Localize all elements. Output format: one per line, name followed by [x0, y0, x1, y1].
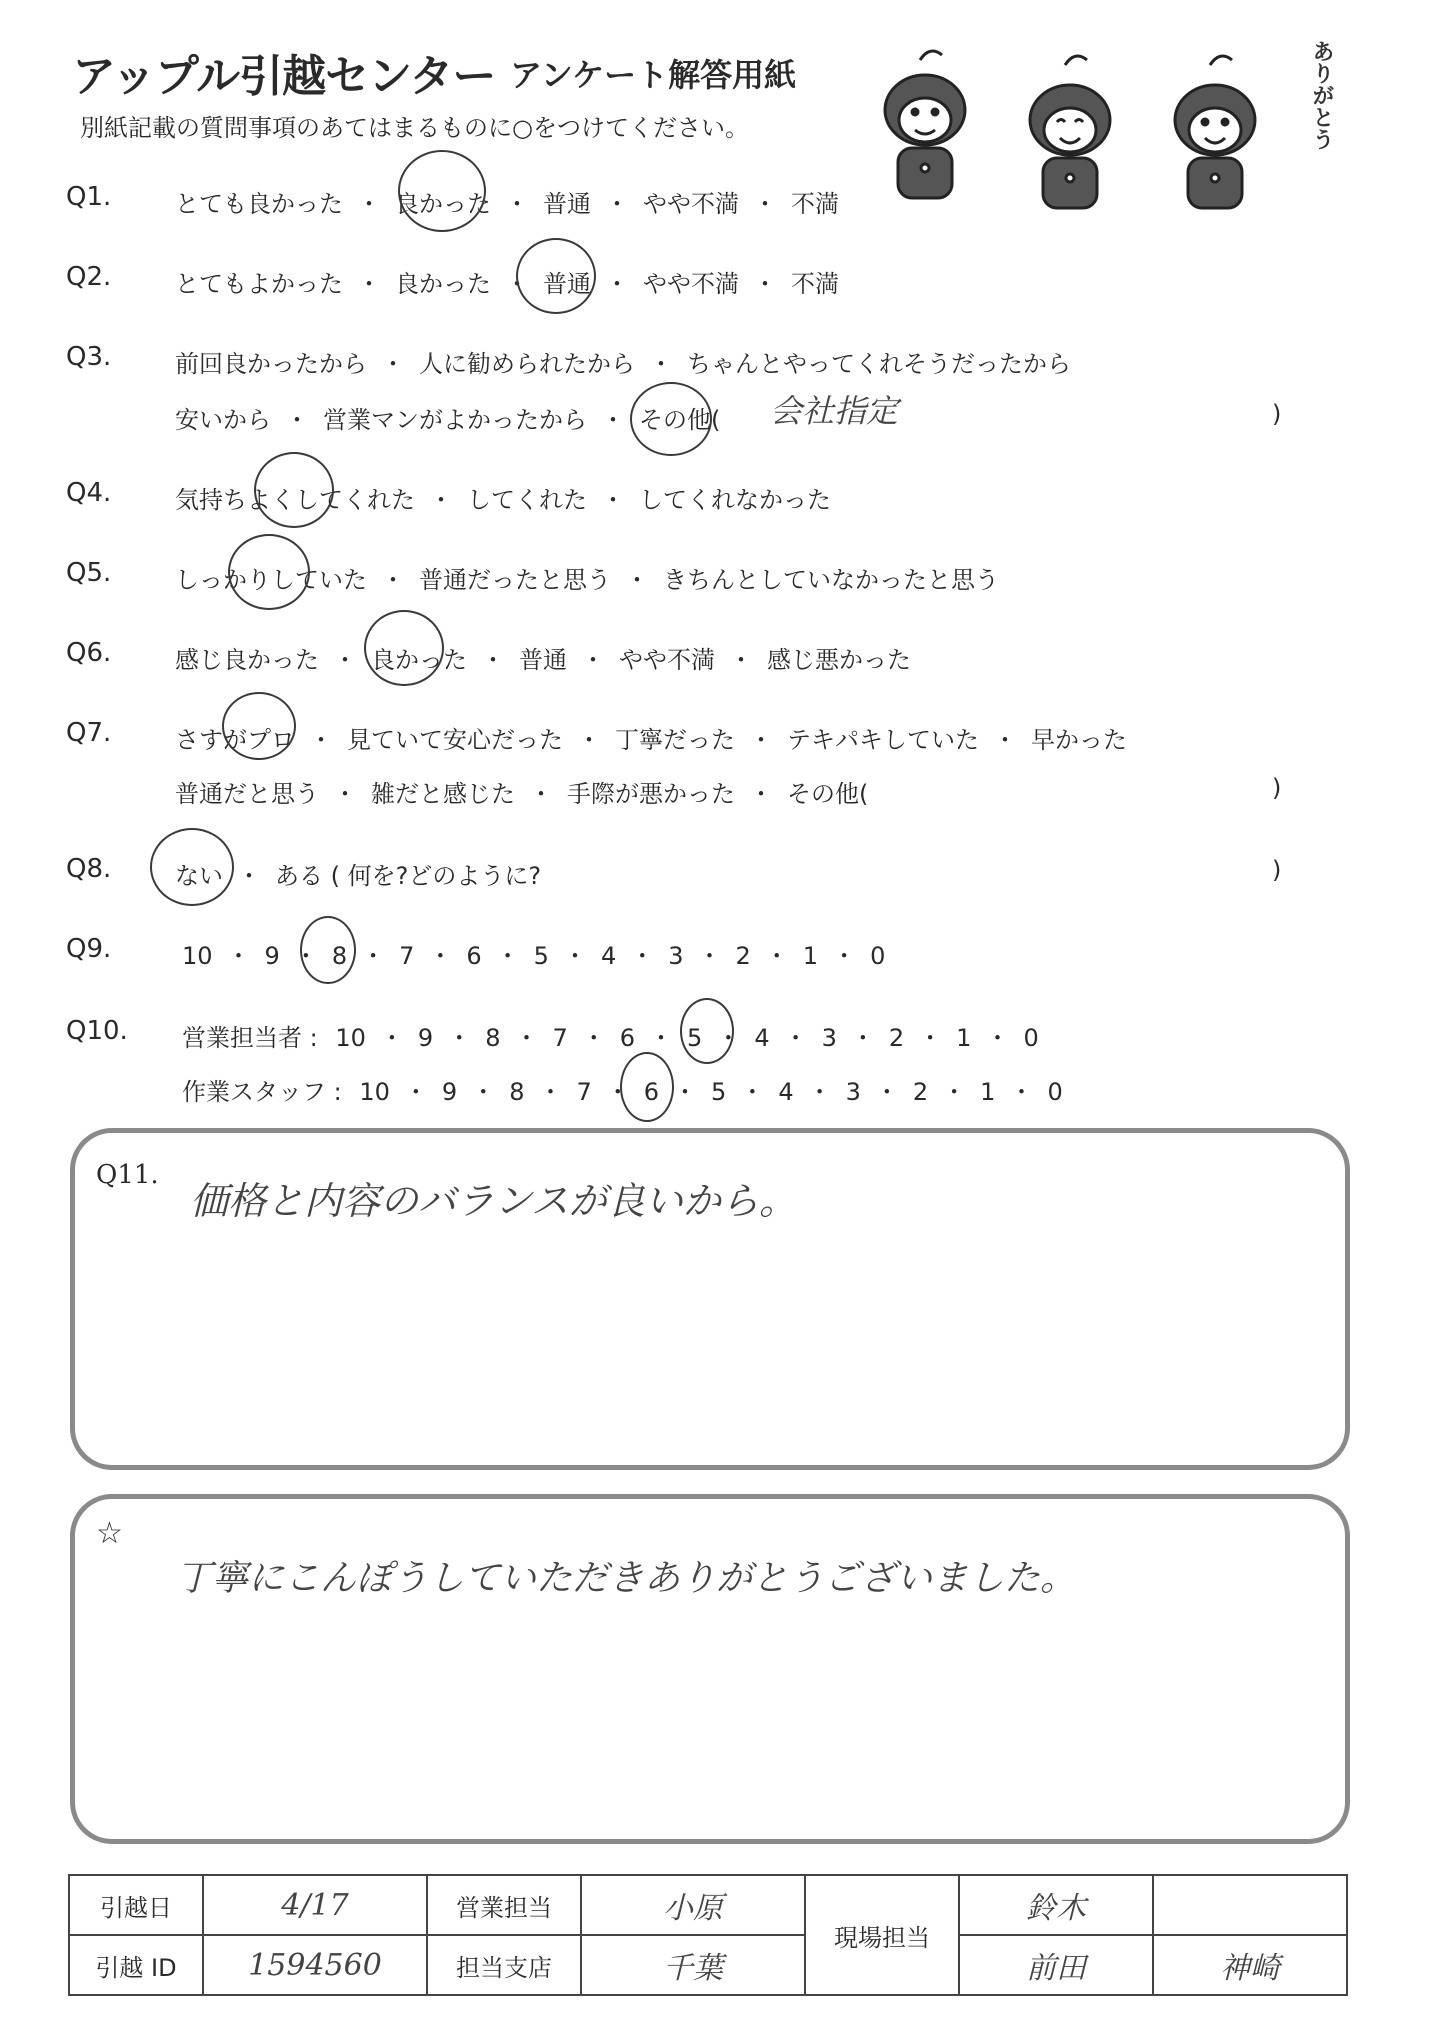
q1-option[interactable]: とても良かった — [175, 190, 343, 218]
q8-option[interactable]: ある ( 何を?どのように? — [275, 862, 542, 890]
q9-score[interactable]: 3 — [668, 942, 684, 970]
q3-option[interactable]: 前回良かったから — [175, 350, 367, 378]
q7-option[interactable]: テキパキしていた — [787, 726, 979, 754]
q10-staff-score[interactable]: 2 — [912, 1078, 929, 1106]
q8-options: ない ・ ある ( 何を?どのように? — [175, 862, 542, 890]
q1-option[interactable]: 良かった — [395, 190, 491, 218]
q10-number: Q10. — [66, 1016, 128, 1046]
move-info-table — [68, 1874, 1348, 1996]
q3-option[interactable]: その他( — [639, 406, 721, 434]
q10-sales-score[interactable]: 6 — [619, 1024, 636, 1052]
q10-sales-label: 営業担当者 : — [182, 1024, 318, 1052]
mascot-thank-you-text: ありがとう — [1309, 40, 1334, 150]
q9-score[interactable]: 2 — [735, 942, 751, 970]
q11-answer: 価格と内容のバランスが良いから。 — [190, 1179, 797, 1223]
q10-sales-score[interactable]: 2 — [888, 1024, 905, 1052]
q2-option[interactable]: やや不満 — [643, 270, 739, 298]
q7-option[interactable]: その他( — [787, 780, 869, 808]
q1-option[interactable]: 普通 — [543, 190, 591, 218]
q3-options-line2: 安いから ・ 営業マンがよかったから ・ その他( — [175, 406, 721, 434]
q4-options: 気持ちよくしてくれた ・ してくれた ・ してくれなかった — [175, 486, 831, 514]
q10-sales-score[interactable]: 4 — [754, 1024, 770, 1052]
q10-staff-score[interactable]: 0 — [1047, 1078, 1063, 1106]
q10-staff-selection-circle — [620, 1052, 674, 1122]
q9-score[interactable]: 0 — [870, 942, 886, 970]
q4-option[interactable]: してくれなかった — [639, 486, 831, 514]
q9-score[interactable]: 5 — [533, 942, 549, 970]
move-id-value: 1594560 — [203, 1935, 427, 1995]
q6-selection-circle — [364, 610, 444, 686]
q10-staff-score[interactable]: 8 — [509, 1078, 525, 1106]
q11-label: Q11. — [96, 1160, 159, 1190]
q10-staff-score[interactable]: 6 — [643, 1078, 660, 1106]
branch-label: 担当支店 — [427, 1935, 581, 1995]
q7-close-paren: ) — [1272, 774, 1282, 802]
q3-number: Q3. — [66, 342, 112, 372]
move-date-value: 4/17 — [203, 1875, 427, 1935]
q4-selection-circle — [254, 452, 334, 528]
q7-option[interactable]: 見ていて安心だった — [347, 726, 563, 754]
q6-option[interactable]: 感じ悪かった — [767, 646, 911, 674]
q5-option[interactable]: きちんとしていなかったと思う — [663, 566, 999, 594]
q8-close-paren: ) — [1272, 856, 1282, 884]
q7-selection-circle — [222, 692, 296, 760]
q1-option[interactable]: 不満 — [791, 190, 839, 218]
q1-options: とても良かった ・ 良かった ・ 普通 ・ やや不満 ・ 不満 — [175, 190, 839, 218]
q6-option[interactable]: やや不満 — [619, 646, 715, 674]
q8-selection-circle — [150, 828, 234, 906]
q10-staff-score[interactable]: 9 — [441, 1078, 458, 1106]
q1-option[interactable]: やや不満 — [643, 190, 739, 218]
q10-sales-score[interactable]: 9 — [417, 1024, 434, 1052]
q3-selection-circle — [630, 382, 712, 456]
q2-option[interactable]: 良かった — [395, 270, 491, 298]
q10-sales-score[interactable]: 1 — [956, 1024, 972, 1052]
q7-options-line1: さすがプロ ・ 見ていて安心だった ・ 丁寧だった ・ テキパキしていた ・ 早かった — [175, 726, 1127, 754]
q9-score[interactable]: 1 — [802, 942, 819, 970]
q10-staff-score[interactable]: 7 — [576, 1078, 592, 1106]
move-id-label: 引越 ID — [69, 1935, 203, 1995]
q3-close-paren: ) — [1272, 400, 1282, 428]
mascot-illustration — [880, 40, 1340, 220]
q7-option[interactable]: さすがプロ — [175, 726, 295, 754]
q7-option[interactable]: 早かった — [1031, 726, 1127, 754]
q2-option[interactable]: 不満 — [791, 270, 839, 298]
free-comment-answer: 丁寧にこんぽうしていただきありがとうございました。 — [176, 1558, 1077, 1599]
q10-staff-score[interactable]: 1 — [980, 1078, 996, 1106]
q3-option[interactable]: ちゃんとやってくれそうだったから — [687, 350, 1071, 378]
move-date-label: 引越日 — [69, 1875, 203, 1935]
q8-number: Q8. — [66, 854, 112, 884]
site-staff-2 — [1153, 1875, 1347, 1935]
q7-option[interactable]: 普通だと思う — [175, 780, 319, 808]
q6-number: Q6. — [66, 638, 112, 668]
q6-option[interactable]: 良かった — [371, 646, 467, 674]
q3-option[interactable]: 安いから — [175, 406, 271, 434]
q3-option[interactable]: 人に勧められたから — [419, 350, 635, 378]
q10-sales-score[interactable]: 7 — [552, 1024, 568, 1052]
q9-score[interactable]: 7 — [399, 942, 415, 970]
q2-number: Q2. — [66, 262, 112, 292]
q6-option[interactable]: 普通 — [519, 646, 567, 674]
site-staff-1: 鈴木 — [959, 1875, 1153, 1935]
q5-options: しっかりしていた ・ 普通だったと思う ・ きちんとしていなかったと思う — [175, 566, 999, 594]
q6-option[interactable]: 感じ良かった — [175, 646, 319, 674]
q1-selection-circle — [398, 150, 486, 232]
q5-selection-circle — [228, 534, 310, 610]
q2-selection-circle — [516, 238, 596, 314]
q10-staff-row: 作業スタッフ : 10 ・ 9 ・ 8 ・ 7 ・ 6 ・ 5 ・ 4 ・ 3 ・ 2 ・ 1 ・ 0 — [182, 1078, 1063, 1106]
q10-sales-score[interactable]: 10 — [335, 1024, 366, 1052]
q2-options: とてもよかった ・ 良かった ・ 普通 ・ やや不満 ・ 不満 — [175, 270, 839, 298]
q8-option[interactable]: ない — [175, 862, 223, 890]
q10-sales-score[interactable]: 5 — [687, 1024, 703, 1052]
q4-option[interactable]: 気持ちよくしてくれた — [175, 486, 415, 514]
q9-score[interactable]: 10 — [182, 942, 213, 970]
q4-number: Q4. — [66, 478, 112, 508]
q2-option[interactable]: 普通 — [543, 270, 591, 298]
q7-option[interactable]: 手際が悪かった — [567, 780, 735, 808]
q10-sales-score[interactable]: 0 — [1023, 1024, 1039, 1052]
q4-option[interactable]: してくれた — [467, 486, 587, 514]
q2-option[interactable]: とてもよかった — [175, 270, 343, 298]
q7-option[interactable]: 雑だと感じた — [371, 780, 515, 808]
q5-number: Q5. — [66, 558, 112, 588]
q10-staff-label: 作業スタッフ : — [182, 1078, 342, 1106]
q10-sales-score[interactable]: 3 — [821, 1024, 837, 1052]
q10-staff-score[interactable]: 10 — [359, 1078, 390, 1106]
q7-option[interactable]: 丁寧だった — [615, 726, 735, 754]
free-comment-box[interactable] — [70, 1494, 1350, 1844]
form-subtitle: アンケート解答用紙 — [510, 56, 797, 94]
q7-number: Q7. — [66, 718, 112, 748]
q3-option[interactable]: 営業マンがよかったから — [323, 406, 587, 434]
q10-sales-score[interactable]: 8 — [485, 1024, 501, 1052]
q9-selection-circle — [300, 916, 356, 984]
site-label: 現場担当 — [805, 1875, 959, 1995]
q9-score[interactable]: 4 — [600, 942, 617, 970]
sales-value: 小原 — [581, 1875, 805, 1935]
form-title: アップル引越センター — [72, 51, 496, 102]
q10-sales-row: 営業担当者 : 10 ・ 9 ・ 8 ・ 7 ・ 6 ・ 5 ・ 4 ・ 3 ・ 2 ・ 1 ・ 0 — [182, 1024, 1039, 1052]
q9-score[interactable]: 6 — [466, 942, 482, 970]
q10-staff-score[interactable]: 5 — [711, 1078, 727, 1106]
q6-options: 感じ良かった ・ 良かった ・ 普通 ・ やや不満 ・ 感じ悪かった — [175, 646, 911, 674]
q5-option[interactable]: しっかりしていた — [175, 566, 367, 594]
q3-other-answer: 会社指定 — [770, 392, 899, 430]
q7-options-line2: 普通だと思う ・ 雑だと感じた ・ 手際が悪かった ・ その他( — [175, 780, 869, 808]
q9-number: Q9. — [66, 934, 112, 964]
site-staff-3: 前田 — [959, 1935, 1153, 1995]
q1-number: Q1. — [66, 182, 112, 212]
branch-value: 千葉 — [581, 1935, 805, 1995]
q5-option[interactable]: 普通だったと思う — [419, 566, 611, 594]
q10-staff-score[interactable]: 4 — [778, 1078, 794, 1106]
q9-scale: 10 ・ 9 ・ 8 ・ 7 ・ 6 ・ 5 ・ 4 ・ 3 ・ 2 ・ 1 ・ 0 — [182, 942, 886, 970]
q10-staff-score[interactable]: 3 — [845, 1078, 861, 1106]
q9-score[interactable]: 8 — [331, 942, 348, 970]
form-instruction: 別紙記載の質問事項のあてはまるものに○をつけてください。 — [80, 114, 749, 142]
sales-label: 営業担当 — [427, 1875, 581, 1935]
star-label: ☆ — [96, 1516, 123, 1551]
q9-score[interactable]: 9 — [264, 942, 280, 970]
q3-options-line1: 前回良かったから ・ 人に勧められたから ・ ちゃんとやってくれそうだったから — [175, 350, 1071, 378]
monkey-mascots-icon — [880, 40, 1340, 220]
q10-sales-selection-circle — [680, 998, 734, 1064]
site-staff-4: 神崎 — [1153, 1935, 1347, 1995]
